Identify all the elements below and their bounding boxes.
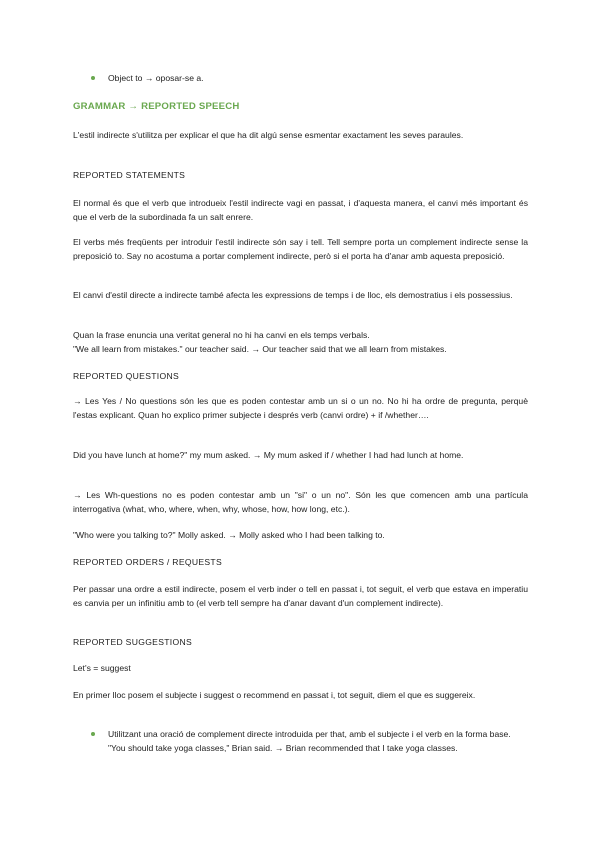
bullet-example: "You should take yoga classes," Brian said. → Brian recommended that I take yoga classes. (108, 743, 458, 753)
section-title: GRAMMAR → REPORTED SPEECH (73, 101, 240, 112)
statements-paragraph-4a: Quan la frase enuncia una veritat general no hi ha canvi en els temps verbals. (73, 330, 370, 340)
questions-example-2: "Who were you talking to?" Molly asked. → Molly asked who I had been talking to. (73, 530, 385, 540)
bullet-dot (91, 732, 95, 736)
questions-example-1: Did you have lunch at home?" my mum asked. → My mum asked if / whether I had had lunch at home. (73, 450, 464, 460)
bullet-item-object-to (91, 71, 528, 85)
bullet-dot (91, 76, 95, 80)
bullet-item-suggestion (91, 727, 528, 755)
heading-reported-statements: REPORTED STATEMENTS (73, 170, 186, 180)
bullet-text: Object to → oposar-se a. (108, 73, 204, 83)
questions-paragraph-1: → Les Yes / No questions són les que es poden contestar amb un si o un no. No hi ha ordre de pregunta, perquè l'estas explicant. Quan ho explico primer subjecte i després verb (canvi ordre) + if /whether…. (73, 396, 528, 420)
heading-reported-orders: REPORTED ORDERS / REQUESTS (73, 557, 222, 567)
heading-reported-questions: REPORTED QUESTIONS (73, 371, 179, 381)
intro-paragraph: L'estil indirecte s'utilitza per explicar el que ha dit algú sense esmentar exactament les seves paraules. (73, 130, 464, 140)
suggestions-lets: Let's = suggest (73, 663, 131, 673)
statements-paragraph-1: El normal és que el verb que introdueix l'estil indirecte vagi en passat, i d'aquesta manera, el canvi més important és que el verb de la subordinada fa un salt enrere. (73, 198, 528, 222)
suggestions-paragraph: En primer lloc posem el subjecte i suggest o recommend en passat i, tot seguit, diem el que es suggereix. (73, 690, 476, 700)
questions-paragraph-2: → Les Wh-questions no es poden contestar amb un "si" o un no". Són les que comencen amb una partícula interrogativa (what, who, where, when, why, whose, how, how long, etc.). (73, 490, 528, 514)
orders-paragraph: Per passar una ordre a estil indirecte, posem el verb inder o tell en passat i, tot seguit, el verb que estava en imperatiu es canvia per un infinitiu amb to (el verb tell sempre ha d'anar davant d'un complement indirecte). (73, 584, 528, 608)
statements-paragraph-2: El verbs més freqüents per introduir l'estil indirecte són say i tell. Tell sempre porta un complement indirecte sense la preposició to. Say no acostuma a portar complement indirecte, però si el porta ha d'anar amb aquesta preposició. (73, 237, 528, 261)
statements-example: "We all learn from mistakes." our teacher said. → Our teacher said that we all learn from mistakes. (73, 344, 447, 354)
statements-paragraph-3: El canvi d'estil directe a indirecte també afecta les expressions de temps i de lloc, els demostratius i els possessius. (73, 290, 513, 300)
heading-reported-suggestions: REPORTED SUGGESTIONS (73, 637, 193, 647)
bullet-text: Utilitzant una oració de complement directe introduida per that, amb el subjecte i el verb en la forma base. (108, 729, 511, 739)
